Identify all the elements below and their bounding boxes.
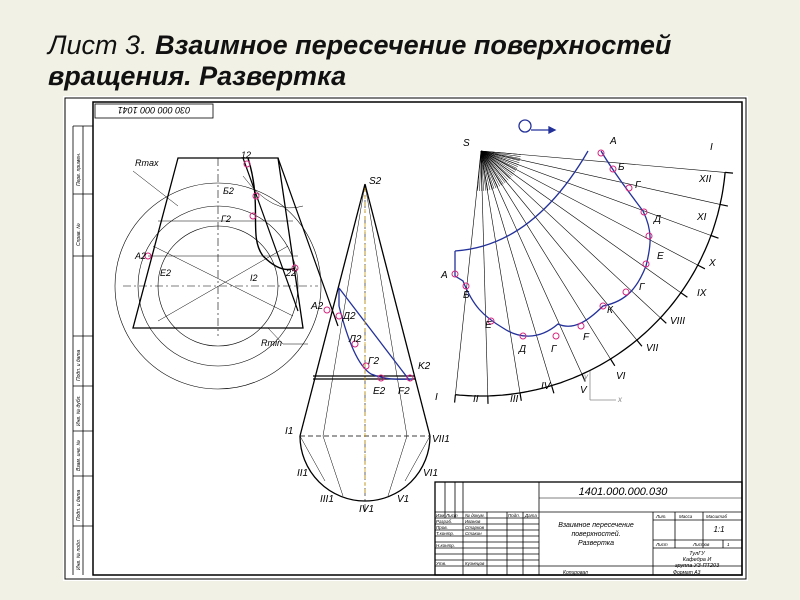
- left-i-label: I2: [250, 273, 258, 283]
- drawing-sheet: [63, 96, 748, 581]
- margin-label-2: Справ. №: [76, 223, 82, 246]
- tb-header-doc: № докум.: [465, 513, 485, 518]
- tb-header-izm: Изм: [436, 513, 445, 518]
- development-tick: [611, 359, 615, 366]
- dev-f-bottom-label: F: [583, 332, 590, 343]
- cone-f-label: F2: [398, 386, 410, 397]
- dev-ray-label-1: I: [710, 142, 713, 153]
- doc-code: 1401.000.000.030: [578, 486, 668, 498]
- tb-col-scale: Масштаб: [706, 514, 728, 519]
- development-view: [455, 151, 733, 404]
- dev-b-top-label: Б: [618, 162, 625, 173]
- dev-ray-label-10: X: [709, 258, 716, 269]
- margin-label-5: Взам. инв. №: [76, 440, 82, 471]
- dev-ray-label-12: XII: [699, 174, 712, 185]
- cone-ii-label: II1: [297, 468, 309, 479]
- dev-ray-label-5: V: [580, 385, 587, 396]
- dev-ray-label-2: II: [473, 394, 479, 405]
- tb-col-lit: Лит.: [656, 514, 667, 519]
- dev-ray-label-9: IX: [697, 288, 707, 299]
- development-ray: [481, 151, 660, 318]
- dev-a-top-label: A: [610, 136, 617, 147]
- tb-header-date: Дата: [525, 513, 537, 518]
- tb-name-5: Кузнецов: [465, 561, 485, 566]
- inner-frame: [93, 102, 742, 575]
- dev-e-left-label: Е: [485, 320, 492, 331]
- rmax-label: Rmax: [135, 158, 159, 168]
- development-ray: [481, 151, 582, 374]
- tb-name-1: Иванов: [465, 519, 481, 524]
- dev-d-left-label: Д: [519, 344, 527, 355]
- left-g-label: Г2: [221, 214, 231, 224]
- left-b-label: Б2: [223, 186, 234, 196]
- dev-d-top-label: Д: [654, 214, 662, 225]
- tb-sheet-label: Лист: [656, 542, 668, 547]
- development-ray: [481, 151, 698, 265]
- dev-ray-label-8: VIII: [670, 316, 686, 327]
- tb-role-5: Утв.: [436, 561, 447, 566]
- cone-iv-label: IV1: [359, 504, 375, 515]
- tb-col-mass: Масса: [679, 514, 693, 519]
- development-tick: [720, 204, 728, 206]
- tb-doc-title-3: Развертка: [578, 540, 614, 547]
- development-tick: [698, 265, 705, 269]
- doc-code-rotated: 030 000 000 1041: [117, 105, 191, 115]
- dev-g-bottom-label: Г: [551, 344, 557, 355]
- tb-scale: 1:1: [713, 525, 725, 534]
- left-a-label: А2: [135, 251, 147, 261]
- tb-org-3: группа УЗ-ПТ203: [674, 563, 720, 569]
- development-ray: [481, 151, 552, 386]
- tb-header-sign: Подп.: [508, 513, 520, 518]
- tb-role-4: Н.контр.: [436, 543, 456, 548]
- rotation-arrow-icon: [519, 120, 555, 133]
- dev-g-top-label: Г: [635, 180, 641, 191]
- left-top-label: 12: [241, 150, 252, 160]
- development-tick: [711, 236, 719, 239]
- axis-y-label: y: [584, 372, 588, 381]
- cone-a-label: A2: [311, 301, 324, 312]
- tb-header-list: Лист: [446, 513, 458, 518]
- dev-apex-label: S: [463, 138, 470, 149]
- dev-a-left-label: A: [441, 270, 448, 281]
- cone-vi-label: VI1: [423, 468, 439, 479]
- cone-iii-label: III1: [320, 494, 334, 505]
- margin-label-3: Подп. и дата: [76, 349, 82, 381]
- development-labels: [435, 136, 716, 405]
- tb-doc-title-2: поверхностей.: [571, 531, 621, 538]
- dev-ray-label-1b: I: [435, 392, 438, 403]
- development-tick: [681, 293, 688, 298]
- development-tick: [520, 393, 521, 401]
- left-view-labels: [134, 150, 296, 348]
- cone-l-label: Л2: [349, 334, 362, 345]
- development-tick: [455, 395, 456, 403]
- development-tick: [552, 386, 554, 394]
- axis-icon: [590, 371, 616, 400]
- sheet-number: Лист 3.: [48, 30, 148, 60]
- cone-g-label: Г2: [368, 356, 380, 367]
- cone-labels: [285, 176, 450, 515]
- tb-sheets-count: 1: [727, 542, 730, 547]
- margin-label-6: Подп. и дата: [76, 489, 82, 521]
- tb-org-1: ТулГУ: [689, 551, 705, 557]
- tb-name-3: Стакин: [465, 531, 482, 536]
- development-ray: [481, 151, 681, 293]
- left-k-label: 22: [286, 268, 297, 278]
- margin-label-1: Перв. примен.: [76, 152, 82, 186]
- dev-ray-label-6: VI: [616, 371, 626, 382]
- cone-e-label: E2: [373, 386, 386, 397]
- development-ray: [455, 151, 481, 395]
- development-tick: [725, 172, 733, 173]
- dev-ray-label-7: VII: [646, 343, 659, 354]
- cone-apex-label: S2: [369, 176, 382, 187]
- margin-labels: [76, 153, 82, 570]
- dev-f-top-label: Г: [639, 282, 645, 293]
- development-ray: [481, 151, 611, 359]
- tb-format: Формат А3: [673, 570, 701, 576]
- dev-k-label: К: [607, 305, 613, 316]
- margin-label-7: Инв. № подл.: [76, 538, 82, 570]
- drawing-svg: [63, 96, 748, 581]
- development-tick: [660, 318, 666, 324]
- cone-k-label: K2: [418, 361, 431, 372]
- axis-x-label: x: [618, 395, 622, 404]
- development-tick: [637, 340, 642, 346]
- cone-i-label: I1: [285, 426, 294, 437]
- tb-sheets-label: Листов: [693, 542, 710, 547]
- dev-e-top-label: Е: [657, 251, 664, 262]
- rmin-label: Rmin: [261, 338, 283, 348]
- dev-ray-label-3: III: [510, 394, 519, 405]
- left-e-label: Е2: [160, 268, 172, 278]
- title-block-doc-title: [558, 522, 634, 547]
- cone-vii-label: VII1: [432, 434, 450, 445]
- development-ray: [481, 151, 720, 204]
- tb-role-3: Т.контр.: [436, 531, 455, 536]
- margin-label-4: Инв. № дубл.: [76, 395, 82, 426]
- slide-title: [48, 30, 768, 92]
- cone-v-label: V1: [397, 494, 410, 505]
- tb-role-1: Разраб.: [436, 519, 453, 524]
- tb-org-2: Кафедра И: [682, 557, 712, 563]
- tb-role-2: Пров.: [436, 525, 448, 530]
- sheet-title: Взаимное пересечение поверхностей вращения. Развертка: [48, 30, 672, 91]
- dev-ray-label-4: IV: [541, 381, 551, 392]
- tb-copied: Копировал: [563, 570, 588, 576]
- title-block-org: [675, 551, 720, 569]
- tb-doc-title-1: Взаимное пересечение: [558, 522, 634, 529]
- dev-b-left-label: Б: [463, 290, 470, 301]
- development-outer-arc: [455, 172, 725, 396]
- dev-ray-label-11: XI: [697, 212, 707, 223]
- cone-d-label: Д2: [343, 311, 356, 322]
- tb-name-2: Старков: [465, 525, 484, 530]
